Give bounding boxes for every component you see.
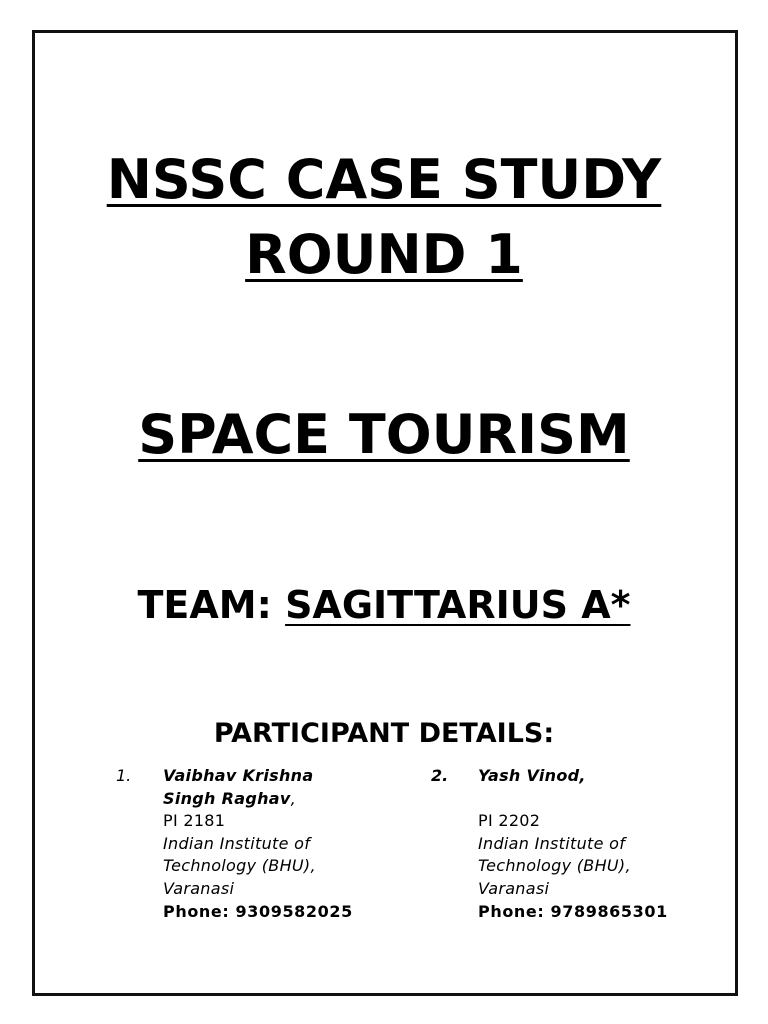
participant-1-block: [163, 765, 353, 923]
title-line-2: ROUND 1: [245, 223, 523, 286]
participant-1-name-line1: Vaibhav Krishna: [163, 766, 314, 785]
title-line-1: NSSC CASE STUDY: [106, 148, 662, 211]
participant-1-name-suffix: ,: [290, 788, 296, 808]
team-label: TEAM:: [137, 583, 272, 627]
participant-1-institute-line2: Technology (BHU),: [163, 856, 316, 876]
participant-2-city: Varanasi: [478, 878, 550, 898]
participant-1-phone: Phone: 9309582025: [163, 901, 353, 921]
topic-title: SPACE TOURISM: [138, 403, 630, 466]
participant-1-number: 1.: [116, 766, 132, 785]
participant-2-blank-line: [478, 788, 668, 811]
participant-2-institute-line1: Indian Institute of: [478, 833, 626, 853]
team-line: [0, 582, 768, 628]
participant-2-number: 2.: [431, 766, 449, 785]
team-name: SAGITTARIUS A*: [285, 583, 631, 627]
participant-2-institute-line2: Technology (BHU),: [478, 856, 631, 876]
participant-2-id: PI 2202: [478, 811, 541, 831]
participant-1-name-line2-row: [163, 788, 353, 811]
participant-2-phone: Phone: 9789865301: [478, 901, 668, 921]
participant-1-institute-line1: Indian Institute of: [163, 833, 311, 853]
participant-1-city: Varanasi: [163, 878, 235, 898]
participant-2-name: Yash Vinod,: [478, 766, 586, 785]
participant-1-name-line2: Singh Raghav: [163, 788, 291, 808]
participant-1-id: PI 2181: [163, 811, 226, 831]
participant-2-block: [478, 765, 668, 923]
participant-details-heading: PARTICIPANT DETAILS:: [213, 718, 555, 749]
